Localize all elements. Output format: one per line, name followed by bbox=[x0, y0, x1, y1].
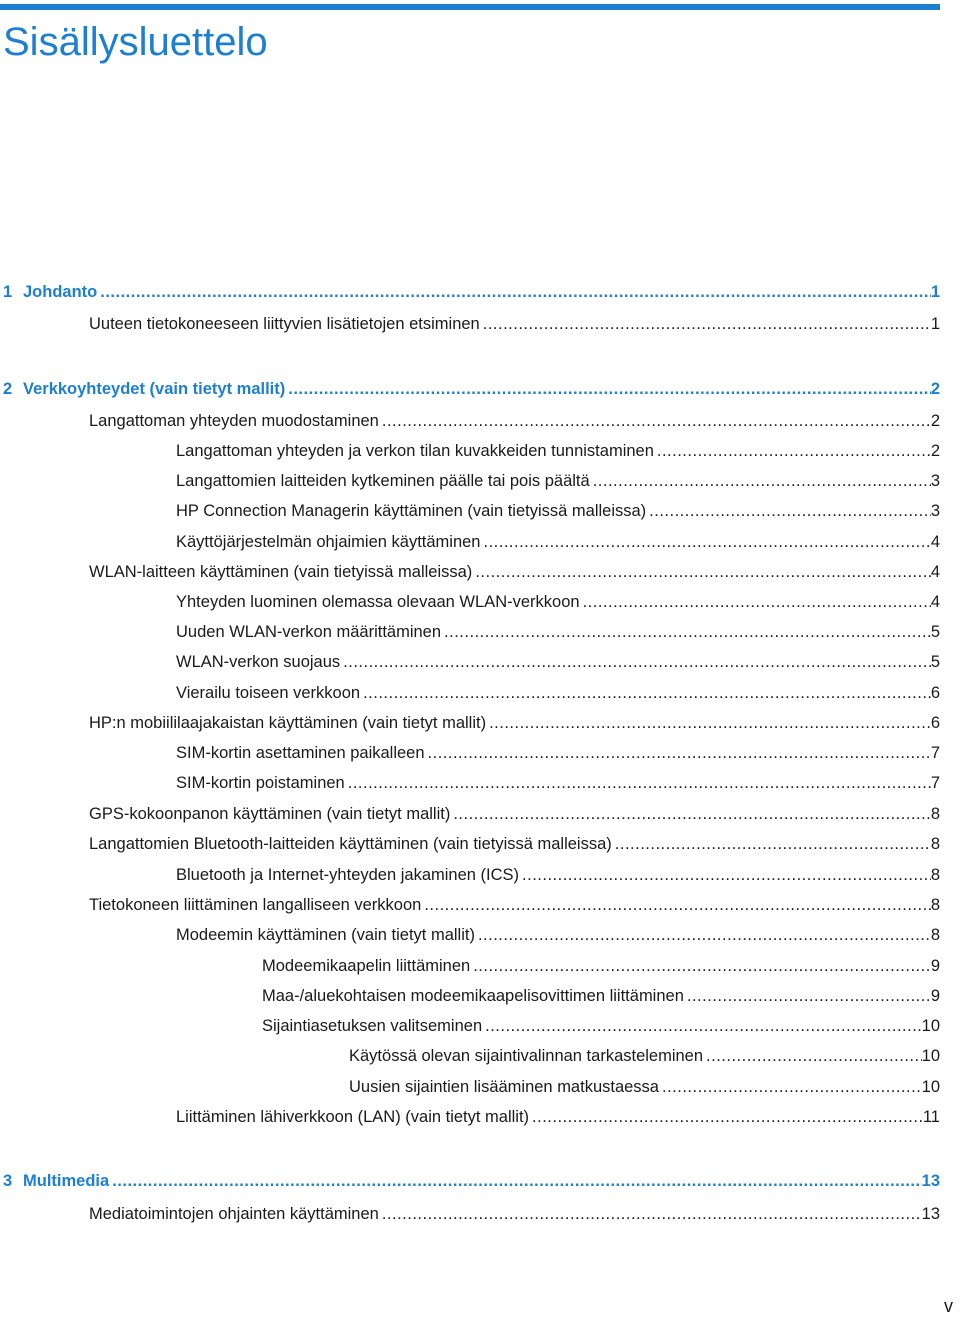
toc-title-text: Multimedia bbox=[23, 1172, 110, 1190]
toc-entry[interactable] bbox=[89, 411, 940, 431]
toc-title-text: Langattomien laitteiden kytkeminen päälle tai pois päältä bbox=[176, 472, 590, 490]
toc-entry[interactable] bbox=[349, 1077, 940, 1097]
toc-title-text: WLAN-verkon suojaus bbox=[176, 653, 341, 671]
dot-leader bbox=[379, 411, 931, 431]
toc-entry-title bbox=[262, 1016, 482, 1036]
dot-leader bbox=[285, 379, 931, 399]
toc-entry-title bbox=[89, 834, 612, 854]
toc-entry-title bbox=[89, 562, 472, 582]
dot-leader bbox=[97, 282, 931, 302]
toc-entry-title bbox=[176, 652, 340, 672]
toc-page-number: 13 bbox=[921, 1172, 940, 1190]
toc-title-text: Uuteen tietokoneeseen liittyvien lisätietojen etsiminen bbox=[89, 315, 480, 333]
dot-leader bbox=[425, 743, 931, 763]
toc-title-text: Yhteyden luominen olemassa olevaan WLAN-verkkoon bbox=[176, 593, 580, 611]
toc-chapter-entry[interactable] bbox=[3, 1171, 940, 1191]
dot-leader bbox=[340, 652, 931, 672]
toc-entry-title bbox=[89, 1204, 379, 1224]
toc-page-number: 4 bbox=[930, 593, 940, 611]
toc-entry-title bbox=[349, 1046, 703, 1066]
toc-page-number: 8 bbox=[930, 835, 940, 853]
toc-entry[interactable] bbox=[176, 1107, 940, 1127]
toc-entry-title bbox=[262, 956, 470, 976]
toc-entry-title bbox=[176, 743, 425, 763]
toc-entry[interactable] bbox=[89, 1204, 940, 1224]
chapter-number: 2 bbox=[3, 380, 13, 398]
toc-page-number: 9 bbox=[930, 957, 940, 975]
toc-page-number: 11 bbox=[922, 1108, 940, 1126]
toc-chapter-entry[interactable] bbox=[3, 282, 940, 302]
toc-title-text: Sijaintiasetuksen valitseminen bbox=[262, 1017, 483, 1035]
toc-title-text: HP Connection Managerin käyttäminen (vain tietyissä malleissa) bbox=[176, 502, 647, 520]
toc-entry-title bbox=[176, 532, 481, 552]
toc-title-text: Modeemikaapelin liittäminen bbox=[262, 957, 471, 975]
toc-entry[interactable] bbox=[176, 652, 940, 672]
toc-title-text: Vierailu toiseen verkkoon bbox=[176, 684, 361, 702]
toc-entry[interactable] bbox=[89, 895, 940, 915]
dot-leader bbox=[345, 773, 931, 793]
toc-page-number: 5 bbox=[930, 653, 940, 671]
toc-title-text: Langattomien Bluetooth-laitteiden käyttäminen (vain tietyissä malleissa) bbox=[89, 835, 612, 853]
toc-entry-title bbox=[89, 411, 379, 431]
toc-title-text: Uuden WLAN-verkon määrittäminen bbox=[176, 623, 442, 641]
toc-title-text: Langattoman yhteyden ja verkon tilan kuvakkeiden tunnistaminen bbox=[176, 442, 654, 460]
page-title: Sisällysluettelo bbox=[3, 20, 268, 64]
toc-title-text: Bluetooth ja Internet-yhteyden jakaminen (ICS) bbox=[176, 866, 520, 884]
toc-page-number: 10 bbox=[921, 1047, 940, 1065]
toc-entry[interactable] bbox=[176, 743, 940, 763]
toc-entry-title bbox=[89, 895, 421, 915]
toc-page-number: 1 bbox=[930, 283, 940, 301]
dot-leader bbox=[360, 683, 931, 703]
toc-page-number: 8 bbox=[930, 896, 940, 914]
toc-entry-title bbox=[89, 804, 450, 824]
toc-entry[interactable] bbox=[176, 865, 940, 885]
toc-entry-title bbox=[176, 441, 654, 461]
toc-page-number: 3 bbox=[930, 502, 940, 520]
toc-page-number: 6 bbox=[930, 684, 940, 702]
toc-entry[interactable] bbox=[176, 441, 940, 461]
dot-leader bbox=[703, 1046, 922, 1066]
toc-page-number: 1 bbox=[930, 315, 940, 333]
toc-entry[interactable] bbox=[176, 471, 940, 491]
toc-page-number: 2 bbox=[930, 380, 940, 398]
toc-entry-title bbox=[176, 1107, 529, 1127]
toc-entry[interactable] bbox=[262, 1016, 940, 1036]
toc-page-number: 8 bbox=[930, 926, 940, 944]
toc-entry[interactable] bbox=[176, 683, 940, 703]
toc-chapter-entry[interactable] bbox=[3, 379, 940, 399]
toc-entry[interactable] bbox=[89, 834, 940, 854]
toc-entry-title bbox=[3, 1171, 109, 1191]
toc-entry[interactable] bbox=[89, 713, 940, 733]
toc-title-text: WLAN-laitteen käyttäminen (vain tietyissä malleissa) bbox=[89, 563, 473, 581]
toc-entry-title bbox=[262, 986, 684, 1006]
toc-entry-title bbox=[349, 1077, 659, 1097]
dot-leader bbox=[590, 471, 931, 491]
toc-entry[interactable] bbox=[262, 956, 940, 976]
toc-entry-title bbox=[176, 471, 590, 491]
toc-title-text: Käytössä olevan sijaintivalinnan tarkasteleminen bbox=[349, 1047, 704, 1065]
dot-leader bbox=[109, 1171, 921, 1191]
toc-title-text: Langattoman yhteyden muodostaminen bbox=[89, 412, 379, 430]
dot-leader bbox=[529, 1107, 923, 1127]
toc-entry-title bbox=[89, 314, 480, 334]
page-number: v bbox=[944, 1296, 953, 1316]
dot-leader bbox=[441, 622, 931, 642]
toc-entry-title bbox=[3, 282, 97, 302]
toc-title-text: Uusien sijaintien lisääminen matkustaessa bbox=[349, 1078, 659, 1096]
toc-entry[interactable] bbox=[176, 532, 940, 552]
toc-entry[interactable] bbox=[176, 622, 940, 642]
toc-title-text: Käyttöjärjestelmän ohjaimien käyttäminen bbox=[176, 533, 481, 551]
dot-leader bbox=[684, 986, 931, 1006]
toc-title-text: Tietokoneen liittäminen langalliseen verkkoon bbox=[89, 896, 422, 914]
dot-leader bbox=[450, 804, 930, 824]
toc-entry[interactable] bbox=[349, 1046, 940, 1066]
chapter-number: 1 bbox=[3, 283, 13, 301]
dot-leader bbox=[612, 834, 931, 854]
toc-entry[interactable] bbox=[262, 986, 940, 1006]
toc-page-number: 10 bbox=[921, 1017, 940, 1035]
toc-title-text: Johdanto bbox=[23, 283, 98, 301]
dot-leader bbox=[470, 956, 931, 976]
toc-page-number: 9 bbox=[930, 987, 940, 1005]
dot-leader bbox=[379, 1204, 922, 1224]
toc-entry-title bbox=[176, 925, 475, 945]
dot-leader bbox=[519, 865, 931, 885]
toc-title-text: Verkkoyhteydet (vain tietyt mallit) bbox=[23, 380, 286, 398]
toc-title-text: Liittäminen lähiverkkoon (LAN) (vain tietyt mallit) bbox=[176, 1108, 530, 1126]
toc-title-text: SIM-kortin poistaminen bbox=[176, 774, 345, 792]
dot-leader bbox=[486, 713, 931, 733]
dot-leader bbox=[480, 314, 931, 334]
dot-leader bbox=[475, 925, 931, 945]
toc-page-number: 4 bbox=[930, 563, 940, 581]
toc-title-text: Mediatoimintojen ohjainten käyttäminen bbox=[89, 1205, 379, 1223]
toc-title-text: Modeemin käyttäminen (vain tietyt mallit) bbox=[176, 926, 475, 944]
toc-entry-title bbox=[176, 622, 441, 642]
toc-page-number: 7 bbox=[930, 744, 940, 762]
toc-entry[interactable] bbox=[89, 562, 940, 582]
toc-title-text: GPS-kokoonpanon käyttäminen (vain tietyt mallit) bbox=[89, 805, 451, 823]
toc-page-number: 13 bbox=[921, 1205, 940, 1223]
toc-title-text: Maa-/aluekohtaisen modeemikaapelisovittimen liittäminen bbox=[262, 987, 684, 1005]
toc-entry[interactable] bbox=[176, 501, 940, 521]
toc-entry-title bbox=[3, 379, 285, 399]
toc-entry-title bbox=[176, 865, 519, 885]
toc-page-number: 2 bbox=[930, 442, 940, 460]
dot-leader bbox=[646, 501, 931, 521]
toc-page-number: 7 bbox=[930, 774, 940, 792]
dot-leader bbox=[654, 441, 931, 461]
toc-entry[interactable] bbox=[89, 804, 940, 824]
dot-leader bbox=[580, 592, 931, 612]
dot-leader bbox=[472, 562, 931, 582]
toc-page-number: 4 bbox=[930, 533, 940, 551]
toc-page-number: 3 bbox=[930, 472, 940, 490]
dot-leader bbox=[482, 1016, 922, 1036]
toc-entry[interactable] bbox=[89, 314, 940, 334]
toc-page-number: 8 bbox=[930, 805, 940, 823]
toc-entry[interactable] bbox=[176, 925, 940, 945]
toc-title-text: SIM-kortin asettaminen paikalleen bbox=[176, 744, 425, 762]
toc-page-number: 2 bbox=[930, 412, 940, 430]
dot-leader bbox=[481, 532, 931, 552]
toc-entry-title bbox=[89, 713, 486, 733]
toc-page-number: 5 bbox=[930, 623, 940, 641]
toc-page-number: 10 bbox=[921, 1078, 940, 1096]
toc-entry-title bbox=[176, 592, 580, 612]
toc-page-number: 6 bbox=[930, 714, 940, 732]
dot-leader bbox=[659, 1077, 922, 1097]
toc-entry[interactable] bbox=[176, 592, 940, 612]
toc-entry-title bbox=[176, 683, 360, 703]
dot-leader bbox=[421, 895, 930, 915]
toc-entry-title bbox=[176, 501, 646, 521]
toc-entry-title bbox=[176, 773, 345, 793]
toc-entry[interactable] bbox=[176, 773, 940, 793]
toc-title-text: HP:n mobiililaajakaistan käyttäminen (vain tietyt mallit) bbox=[89, 714, 487, 732]
toc-page-number: 8 bbox=[930, 866, 940, 884]
chapter-number: 3 bbox=[3, 1172, 13, 1190]
